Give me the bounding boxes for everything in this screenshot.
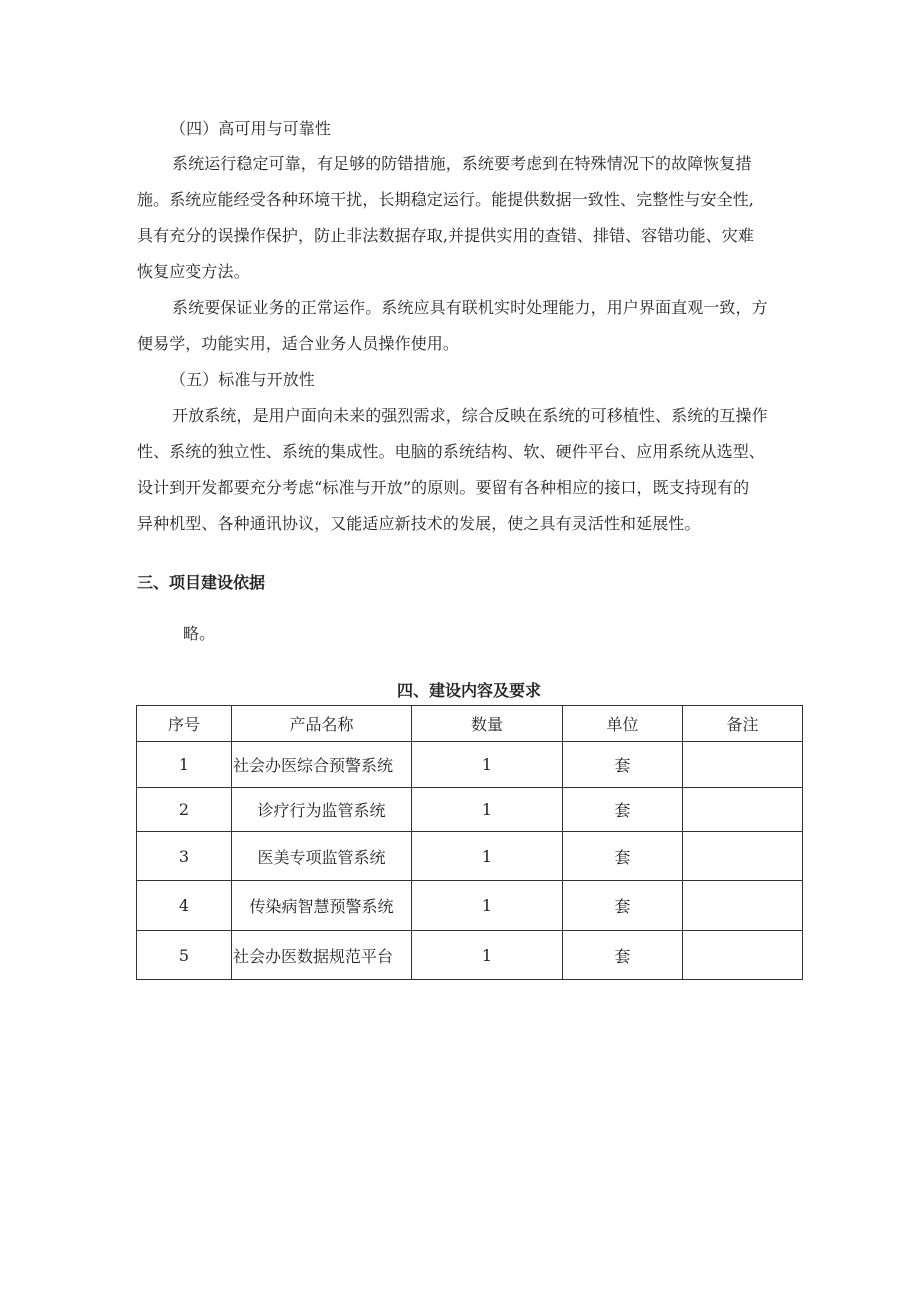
paragraph-line: 性、系统的独立性、系统的集成性。电脑的系统结构、软、硬件平台、应用系统从选型、 xyxy=(137,442,765,461)
cell-remarks xyxy=(683,742,803,788)
cell-remarks xyxy=(683,931,803,980)
cell-quantity: 1 xyxy=(412,788,563,832)
cell-remarks xyxy=(683,788,803,832)
cell-no: 1 xyxy=(137,742,232,788)
cell-unit: 套 xyxy=(563,931,683,980)
requirements-table xyxy=(136,705,803,980)
paragraph-line: 系统要保证业务的正常运作。系统应具有联机实时处理能力，用户界面直观一致，方 xyxy=(172,298,768,317)
cell-quantity: 1 xyxy=(412,832,563,881)
section-4-heading: （四）高可用与可靠性 xyxy=(170,119,332,138)
table-row xyxy=(137,931,803,980)
cell-unit: 套 xyxy=(563,881,683,931)
section-5-heading: （五）标准与开放性 xyxy=(170,370,315,389)
table-row xyxy=(137,742,803,788)
column-header-product-name: 产品名称 xyxy=(232,706,412,742)
table-row xyxy=(137,832,803,881)
column-header-unit: 单位 xyxy=(563,706,683,742)
paragraph-line: 具有充分的误操作保护，防止非法数据存取,并提供实用的查错、排错、容错功能、灾难 xyxy=(137,226,754,245)
cell-product-name: 社会办医数据规范平台 xyxy=(232,931,412,980)
cell-product-name: 诊疗行为监管系统 xyxy=(232,788,412,832)
table-row xyxy=(137,881,803,931)
paragraph-line: 异种机型、各种通讯协议，又能适应新技术的发展，使之具有灵活性和延展性。 xyxy=(137,514,701,533)
table-row xyxy=(137,788,803,832)
cell-product-name: 传染病智慧预警系统 xyxy=(232,881,412,931)
cell-quantity: 1 xyxy=(412,931,563,980)
column-header-quantity: 数量 xyxy=(412,706,563,742)
cell-unit: 套 xyxy=(563,788,683,832)
cell-no: 4 xyxy=(137,881,232,931)
cell-product-name: 社会办医综合预警系统 xyxy=(232,742,412,788)
cell-unit: 套 xyxy=(563,832,683,881)
cell-remarks xyxy=(683,881,803,931)
cell-unit: 套 xyxy=(563,742,683,788)
paragraph-line: 设计到开发都要充分考虑“标准与开放”的原则。要留有各种相应的接口，既支持现有的 xyxy=(137,478,750,497)
column-header-remarks: 备注 xyxy=(683,706,803,742)
chapter-3-heading: 三、项目建设依据 xyxy=(137,573,266,592)
paragraph-line: 便易学，功能实用，适合业务人员操作使用。 xyxy=(137,334,460,353)
table-header-row xyxy=(137,706,803,742)
chapter-3-body: 略。 xyxy=(183,624,216,643)
table-title: 四、建设内容及要求 xyxy=(396,681,541,700)
cell-remarks xyxy=(683,832,803,881)
paragraph-line: 开放系统，是用户面向未来的强烈需求，综合反映在系统的可移植性、系统的互操作 xyxy=(172,406,768,425)
paragraph-line: 系统运行稳定可靠，有足够的防错措施，系统要考虑到在特殊情况下的故障恢复措 xyxy=(172,154,752,173)
column-header-no: 序号 xyxy=(137,706,232,742)
cell-quantity: 1 xyxy=(412,742,563,788)
cell-no: 2 xyxy=(137,788,232,832)
cell-no: 5 xyxy=(137,931,232,980)
paragraph-line: 施。系统应能经受各种环境干扰，长期稳定运行。能提供数据一致性、完整性与安全性, xyxy=(137,190,754,209)
paragraph-line: 恢复应变方法。 xyxy=(137,262,250,281)
cell-no: 3 xyxy=(137,832,232,881)
cell-quantity: 1 xyxy=(412,881,563,931)
cell-product-name: 医美专项监管系统 xyxy=(232,832,412,881)
